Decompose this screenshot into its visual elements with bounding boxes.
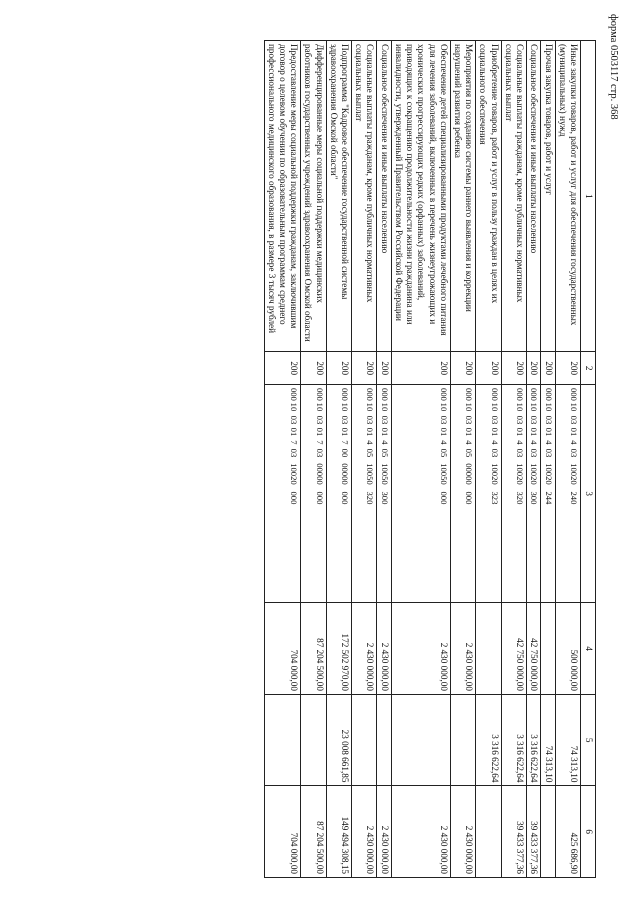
code-part: 000 xyxy=(569,387,579,401)
table-row xyxy=(555,41,580,878)
row-approved: 172 502 970,00 xyxy=(326,603,351,695)
code-part: 01 xyxy=(379,427,390,437)
column-number: 6 xyxy=(581,786,596,878)
code-part: 300 xyxy=(529,491,540,505)
code-part: 00 xyxy=(340,448,351,458)
code-part: 01 xyxy=(515,427,526,437)
code-part: 01 xyxy=(314,427,325,437)
code-part: 03 xyxy=(569,415,579,425)
row-approved: 2 430 000,00 xyxy=(391,603,450,695)
code-part: 03 xyxy=(489,448,500,458)
code-part: 10 xyxy=(529,402,540,412)
code-part: 10 xyxy=(438,402,449,412)
code-part: 00000 xyxy=(314,463,325,485)
code-part: 000 xyxy=(464,387,475,401)
code-part: 05 xyxy=(379,448,390,458)
code-part: 000 xyxy=(379,387,390,401)
row-budget-code xyxy=(541,384,555,602)
table-row xyxy=(391,41,450,878)
row-line-code: 200 xyxy=(541,352,555,384)
row-budget-code xyxy=(326,384,351,602)
code-part: 4 xyxy=(543,440,554,445)
row-executed xyxy=(377,694,391,786)
row-budget-code xyxy=(264,384,301,602)
code-part: 10020 xyxy=(489,463,500,485)
code-part: 03 xyxy=(569,448,579,458)
row-approved: 87 204 500,00 xyxy=(301,603,326,695)
code-part: 03 xyxy=(379,415,390,425)
row-budget-code xyxy=(352,384,377,602)
row-budget-code xyxy=(501,384,526,602)
row-approved xyxy=(541,603,555,695)
code-part: 03 xyxy=(289,448,300,458)
row-line-code: 200 xyxy=(501,352,526,384)
code-part: 03 xyxy=(543,448,554,458)
table-row xyxy=(450,41,475,878)
code-part: 03 xyxy=(289,415,300,425)
row-approved: 704 000,00 xyxy=(264,603,301,695)
row-name: Обеспечение детей специализированными продуктами лечебного питания для лечения заболеваний, включенных в перечень жизнеугрожающих и хронических прогрессирующих редких (орфанных) заболеваний, приводящих к сокращению продолжительности жизни гражданина или инвалидности, утвержденный Правительством Российской Федерации xyxy=(391,41,450,352)
row-executed xyxy=(450,694,475,786)
code-part: 4 xyxy=(489,440,500,445)
code-part: 320 xyxy=(515,491,526,505)
code-part: 4 xyxy=(529,440,540,445)
table-row xyxy=(476,41,501,878)
code-part: 323 xyxy=(489,491,500,505)
code-part: 000 xyxy=(289,387,300,401)
budget-execution-table xyxy=(264,40,596,878)
column-number: 5 xyxy=(581,694,596,786)
code-part: 000 xyxy=(543,387,554,401)
code-part: 03 xyxy=(464,415,475,425)
row-executed xyxy=(301,694,326,786)
row-name: Социальные выплаты гражданам, кроме публичных нормативных социальных выплат xyxy=(501,41,526,352)
row-executed xyxy=(352,694,377,786)
code-part: 10 xyxy=(340,402,351,412)
row-executed: 3 316 622,64 xyxy=(476,694,501,786)
rotated-report-sheet xyxy=(54,40,596,878)
code-part: 01 xyxy=(489,427,500,437)
code-part: 10 xyxy=(489,402,500,412)
code-part: 4 xyxy=(365,440,376,445)
code-part: 000 xyxy=(515,387,526,401)
code-part: 10 xyxy=(543,402,554,412)
code-part: 03 xyxy=(365,415,376,425)
code-part: 000 xyxy=(438,387,449,401)
code-part: 10 xyxy=(569,402,579,412)
row-line-code: 200 xyxy=(391,352,450,384)
table-row xyxy=(352,41,377,878)
code-part: 10020 xyxy=(289,463,300,485)
code-part: 000 xyxy=(365,387,376,401)
code-part: 10050 xyxy=(379,463,390,485)
code-part: 01 xyxy=(529,427,540,437)
row-name: Подпрограмма "Кадровое обеспечение государственной системы здравоохранения Омской области" xyxy=(326,41,351,352)
row-unexecuted: 2 430 000,00 xyxy=(352,786,377,878)
row-name: Предоставление меры социальной поддержки гражданам, заключившим договор о целевом обучении по образовательным программам среднего профессионального медицинского образования, в размере 3 тысяч рублей xyxy=(264,41,301,352)
code-part: 4 xyxy=(379,440,390,445)
code-part: 320 xyxy=(365,491,376,505)
row-line-code: 200 xyxy=(352,352,377,384)
row-unexecuted: 2 430 000,00 xyxy=(377,786,391,878)
code-part: 00000 xyxy=(464,463,475,485)
code-part: 7 xyxy=(340,440,351,445)
row-line-code: 200 xyxy=(476,352,501,384)
code-part: 10020 xyxy=(543,463,554,485)
row-unexecuted: 39 433 377,36 xyxy=(501,786,526,878)
row-unexecuted: 704 000,00 xyxy=(264,786,301,878)
code-part: 7 xyxy=(289,440,300,445)
row-name: Прочая закупка товаров, работ и услуг xyxy=(541,41,555,352)
table-row xyxy=(377,41,391,878)
table-row xyxy=(264,41,301,878)
code-part: 000 xyxy=(289,491,300,505)
code-part: 03 xyxy=(515,448,526,458)
row-unexecuted: 87 204 500,00 xyxy=(301,786,326,878)
row-line-code: 200 xyxy=(264,352,301,384)
code-part: 10 xyxy=(289,402,300,412)
row-approved: 42 750 000,00 xyxy=(527,603,541,695)
row-approved: 500 000,00 xyxy=(555,603,580,695)
code-part: 000 xyxy=(489,387,500,401)
row-budget-code xyxy=(301,384,326,602)
row-approved xyxy=(476,603,501,695)
code-part: 03 xyxy=(543,415,554,425)
row-name: Дифференцированные меры социальной поддержки медицинских работников государственных учреждений здравоохранения Омской области xyxy=(301,41,326,352)
code-part: 03 xyxy=(529,415,540,425)
code-part: 000 xyxy=(314,387,325,401)
code-part: 03 xyxy=(340,415,351,425)
code-part: 300 xyxy=(379,491,390,505)
table-row xyxy=(527,41,541,878)
row-executed: 74 313,10 xyxy=(555,694,580,786)
code-part: 03 xyxy=(515,415,526,425)
row-name: Социальное обеспечение и иные выплаты населению xyxy=(377,41,391,352)
row-budget-code xyxy=(476,384,501,602)
code-part: 10020 xyxy=(515,463,526,485)
row-executed xyxy=(391,694,450,786)
row-line-code: 200 xyxy=(326,352,351,384)
row-executed xyxy=(264,694,301,786)
code-part: 10 xyxy=(464,402,475,412)
row-name: Социальные выплаты гражданам, кроме публичных нормативных социальных выплат xyxy=(352,41,377,352)
row-name: Социальное обеспечение и иные выплаты населению xyxy=(527,41,541,352)
code-part: 03 xyxy=(529,448,540,458)
code-part: 000 xyxy=(340,387,351,401)
row-approved: 2 430 000,00 xyxy=(377,603,391,695)
column-number-row xyxy=(581,41,596,878)
code-part: 7 xyxy=(314,440,325,445)
code-part: 000 xyxy=(529,387,540,401)
row-executed: 3 316 622,64 xyxy=(527,694,541,786)
row-name: Мероприятия по созданию системы раннего выявления и коррекции нарушений развития ребенка xyxy=(450,41,475,352)
code-part: 10020 xyxy=(529,463,540,485)
code-part: 01 xyxy=(543,427,554,437)
form-label: форма 0503117 стр. 368 xyxy=(608,14,619,120)
row-executed: 74 313,10 xyxy=(541,694,555,786)
code-part: 4 xyxy=(464,440,475,445)
code-part: 05 xyxy=(464,448,475,458)
page-header xyxy=(605,14,625,214)
row-approved: 2 430 000,00 xyxy=(352,603,377,695)
row-unexecuted: 149 494 308,15 xyxy=(326,786,351,878)
code-part: 10020 xyxy=(569,463,579,485)
column-number: 3 xyxy=(581,384,596,602)
code-part: 01 xyxy=(464,427,475,437)
table-row xyxy=(541,41,555,878)
row-executed: 3 316 622,64 xyxy=(501,694,526,786)
row-budget-code xyxy=(391,384,450,602)
code-part: 03 xyxy=(438,415,449,425)
code-part: 10 xyxy=(379,402,390,412)
row-executed: 23 008 661,85 xyxy=(326,694,351,786)
row-line-code: 200 xyxy=(527,352,541,384)
code-part: 05 xyxy=(438,448,449,458)
code-part: 00000 xyxy=(340,463,351,485)
code-part: 01 xyxy=(365,427,376,437)
code-part: 10 xyxy=(314,402,325,412)
row-unexecuted xyxy=(541,786,555,878)
row-approved: 2 430 000,00 xyxy=(450,603,475,695)
row-name: Иные закупки товаров, работ и услуг для обеспечения государственных (муниципальных) нужд xyxy=(555,41,580,352)
code-part: 03 xyxy=(314,415,325,425)
code-part: 000 xyxy=(464,491,475,505)
code-part: 4 xyxy=(515,440,526,445)
table-body xyxy=(264,41,580,878)
code-part: 03 xyxy=(489,415,500,425)
code-part: 000 xyxy=(340,491,351,505)
code-part: 4 xyxy=(438,440,449,445)
row-line-code: 200 xyxy=(450,352,475,384)
column-number: 2 xyxy=(581,352,596,384)
row-unexecuted: 2 430 000,00 xyxy=(450,786,475,878)
table-row xyxy=(326,41,351,878)
code-part: 4 xyxy=(569,440,579,445)
code-part: 01 xyxy=(438,427,449,437)
code-part: 000 xyxy=(438,491,449,505)
column-number: 4 xyxy=(581,603,596,695)
table-row xyxy=(301,41,326,878)
code-part: 01 xyxy=(569,427,579,437)
row-unexecuted xyxy=(476,786,501,878)
table-row xyxy=(501,41,526,878)
row-unexecuted: 425 686,90 xyxy=(555,786,580,878)
code-part: 10 xyxy=(365,402,376,412)
row-approved: 42 750 000,00 xyxy=(501,603,526,695)
row-line-code: 200 xyxy=(301,352,326,384)
column-number: 1 xyxy=(581,41,596,352)
row-name: Приобретение товаров, работ и услуг в пользу граждан в целях их социального обеспечения xyxy=(476,41,501,352)
code-part: 000 xyxy=(314,491,325,505)
code-part: 03 xyxy=(314,448,325,458)
code-part: 10 xyxy=(515,402,526,412)
row-budget-code xyxy=(555,384,580,602)
code-part: 10050 xyxy=(438,463,449,485)
row-budget-code xyxy=(527,384,541,602)
code-part: 240 xyxy=(569,491,579,505)
row-unexecuted: 2 430 000,00 xyxy=(391,786,450,878)
row-unexecuted: 39 433 377,36 xyxy=(527,786,541,878)
row-line-code: 200 xyxy=(377,352,391,384)
row-line-code: 200 xyxy=(555,352,580,384)
code-part: 244 xyxy=(543,491,554,505)
code-part: 10050 xyxy=(365,463,376,485)
row-budget-code xyxy=(377,384,391,602)
code-part: 01 xyxy=(289,427,300,437)
row-budget-code xyxy=(450,384,475,602)
code-part: 05 xyxy=(365,448,376,458)
code-part: 01 xyxy=(340,427,351,437)
